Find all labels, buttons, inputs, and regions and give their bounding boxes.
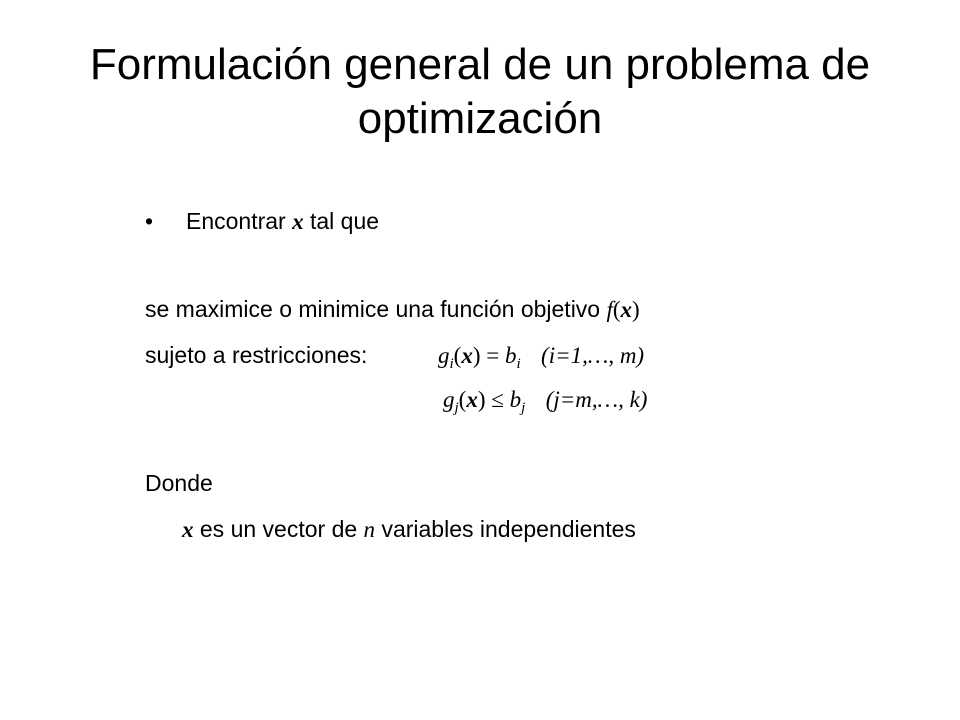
ineq-b: b [509, 387, 522, 412]
objective-text: se maximice o minimice una función objetivo [145, 296, 601, 322]
eq-range: (i=1,…, m) [541, 343, 645, 368]
ineq-g: g [443, 387, 455, 412]
objective-close: ) [632, 297, 640, 322]
ineq-x: x [466, 387, 478, 412]
ineq-b-sub: j [521, 400, 526, 416]
eq-g-sub: i [449, 356, 454, 372]
constraints-label: sujeto a restricciones: [145, 342, 368, 368]
objective-x: x [620, 297, 633, 322]
bullet-line [186, 208, 379, 235]
eq-b: b [504, 343, 517, 368]
donde-n: n [363, 517, 376, 542]
objective-line [145, 296, 640, 323]
bullet-var-x: x [292, 209, 304, 234]
eq-g: g [438, 343, 450, 368]
ineq-g-sub: j [454, 400, 459, 416]
eq-close-op: ) = [472, 343, 505, 368]
ineq-range: (j=m,…, k) [545, 387, 648, 412]
objective-open: ( [612, 297, 621, 322]
bullet-marker: • [145, 208, 154, 234]
eq-x: x [461, 343, 473, 368]
objective-f: f [606, 297, 613, 322]
bullet-text-after: tal que [310, 208, 380, 234]
constraint-inequality [443, 386, 648, 416]
ineq-open: ( [458, 387, 467, 412]
donde-text2: variables independientes [381, 516, 636, 542]
eq-open: ( [453, 343, 462, 368]
donde-text1: es un vector de [199, 516, 358, 542]
eq-b-sub: i [516, 356, 521, 372]
ineq-close-op: ) ≤ [477, 387, 510, 412]
constraint-equality [438, 342, 645, 372]
donde-label: Donde [145, 470, 213, 496]
donde-line [182, 516, 636, 543]
slide-title: Formulación general de un problema de optimización [89, 40, 871, 143]
donde-var-x: x [182, 517, 194, 542]
bullet-text-before: Encontrar [186, 208, 286, 234]
